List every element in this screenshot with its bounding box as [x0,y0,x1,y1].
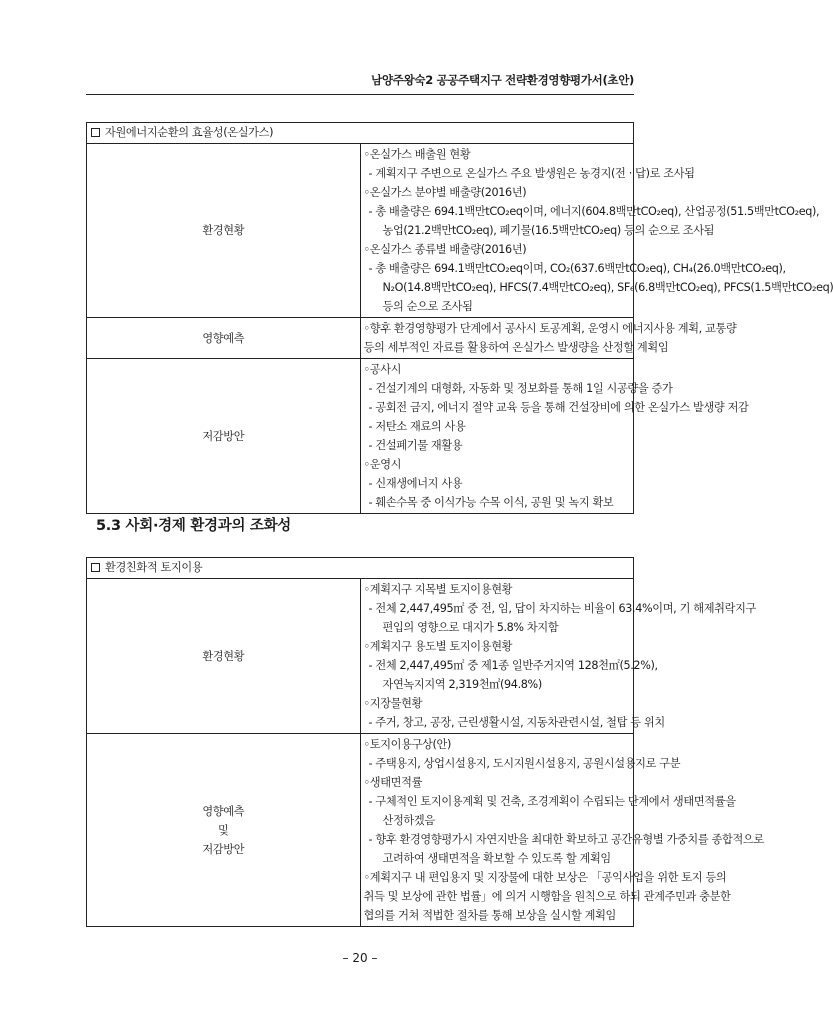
text-line: ◦운영시 [363,458,402,471]
land-use-table-title-text: 환경친화적 토지이용 [105,561,203,574]
ghg-row-prediction [87,318,634,359]
text-line: ◦계획지구 용도별 토지이용현황 [363,640,513,653]
text-line: - 주택용지, 상업시설용지, 도시지원시설용지, 공원시설용지로 구분 [368,757,681,770]
text-line: - 전체 2,447,495㎡ 중 제1종 일반주거지역 128천㎡(5.2%), [368,659,658,672]
text-line: - 저탄소 재료의 사용 [368,420,466,433]
section-title: 5.3 사회·경제 환경과의 조화성 [96,518,292,534]
text-line: 협의를 거쳐 적법한 절차를 통해 보상을 실시할 계획임 [363,909,617,922]
text-line: - 전체 2,447,495㎡ 중 전, 임, 답이 차지하는 비율이 63.4%이며, 기 해제취락지구 [368,602,757,615]
text-line: 등의 세부적인 자료를 활용하여 온실가스 발생량을 산정할 계획임 [363,341,669,354]
text-line: ◦온실가스 종류별 배출량(2016년) [363,243,527,256]
text-line: - 건설기계의 대형화, 자동화 및 정보화를 통해 1일 시공량을 증가 [368,382,673,395]
category-line: 및 [218,823,229,837]
land-row-prediction-mitigation-category [87,734,361,927]
text-line: - 훼손수목 중 이식가능 수목 이식, 공원 및 녹지 확보 [368,496,614,509]
land-row-prediction-mitigation-body [360,734,764,927]
category-line: 저감방안 [202,842,245,856]
ghg-row-mitigation [87,359,634,514]
text-line: - 공회전 금지, 에너지 절약 교육 등을 통해 건설장비에 의한 온실가스 발생량 저감 [368,401,749,414]
text-line: ◦공사시 [363,363,402,376]
text-line: ◦온실가스 분야별 배출량(2016년) [363,186,527,199]
text-line: - 향후 환경영향평가시 자연지반을 최대한 확보하고 공간유형별 가중치를 종합적으로 [368,833,764,846]
page-number: – 20 – [342,951,378,965]
text-line: 자연녹지지역 2,319천㎡(94.8%) [382,678,542,691]
text-line: - 계획지구 주변으로 온실가스 주요 발생원은 농경지(전 · 답)로 조사됨 [368,167,695,180]
text-line: - 신재생에너지 사용 [368,477,463,490]
ghg-row-status-body [360,144,833,318]
text-line: 등의 순으로 조사됨 [382,300,473,313]
ghg-row-status-category: 환경현황 [87,144,361,318]
document-header: 남양주왕숙2 공공주택지구 전략환경영향평가서(초안) [371,73,634,87]
ghg-table [86,122,833,514]
text-line: ◦온실가스 배출원 현황 [363,148,471,161]
ghg-row-mitigation-body [360,359,749,514]
text-line: 농업(21.2백만tCO₂eq), 폐기물(16.5백만tCO₂eq) 등의 순으로 조사됨 [382,224,715,237]
text-line: ◦향후 환경영향평가 단계에서 공사시 토공계획, 운영시 에너지사용 계획, 교통량 [363,322,737,335]
text-line: ◦생태면적률 [363,776,423,789]
ghg-table-title-text: 자원에너지순환의 효율성(온실가스) [105,126,274,139]
text-line: ◦토지이용구상(안) [363,738,451,751]
ghg-row-mitigation-category: 저감방안 [87,359,361,514]
land-row-status-category: 환경현황 [87,579,361,734]
text-line: - 구체적인 토지이용계획 및 건축, 조경계획이 수립되는 단계에서 생태면적률을 [368,795,736,808]
text-line: ◦지장물현황 [363,697,423,710]
text-line: - 주거, 창고, 공장, 근린생활시설, 지동차관련시설, 철탑 등 위치 [368,716,665,729]
ghg-row-prediction-body [360,318,737,359]
text-line: - 총 배출량은 694.1백만tCO₂eq이며, CO₂(637.6백만tCO₂eq), CH₄(26.0백만tCO₂eq), [368,262,786,275]
land-row-prediction-mitigation [87,734,634,927]
ghg-row-status [87,144,634,318]
text-line: 취득 및 보상에 관한 법률」에 의거 시행함을 원칙으로 하되 관계주민과 충분한 [363,890,731,903]
ghg-row-prediction-category: 영향예측 [87,318,361,359]
category-line: 영향예측 [202,804,245,818]
land-use-table-title [87,558,634,579]
text-line: N₂O(14.8백만tCO₂eq), HFCS(7.4백만tCO₂eq), SF₆(6.8백만tCO₂eq), PFCS(1.5백만tCO₂eq) [382,281,833,294]
land-use-table [86,557,764,927]
land-row-status-body [360,579,757,734]
checkbox-square-icon [91,128,100,137]
header-rule [86,94,634,95]
ghg-table-title [87,123,634,144]
text-line: ◦계획지구 지목별 토지이용현황 [363,583,513,596]
text-line: 편입의 영향으로 대지가 5.8% 차지함 [382,621,559,634]
text-line: - 총 배출량은 694.1백만tCO₂eq이며, 에너지(604.8백만tCO₂eq), 산업공정(51.5백만tCO₂eq), [368,205,820,218]
text-line: - 건설폐기물 재활용 [368,439,463,452]
land-row-status [87,579,634,734]
text-line: ◦계획지구 내 편입용지 및 지장물에 대한 보상은 「공익사업을 위한 토지 등의 [363,871,727,884]
text-line: 산정하겠음 [382,814,435,827]
checkbox-square-icon [91,563,100,572]
text-line: 고려하여 생태면적을 확보할 수 있도록 할 계획임 [382,852,611,865]
